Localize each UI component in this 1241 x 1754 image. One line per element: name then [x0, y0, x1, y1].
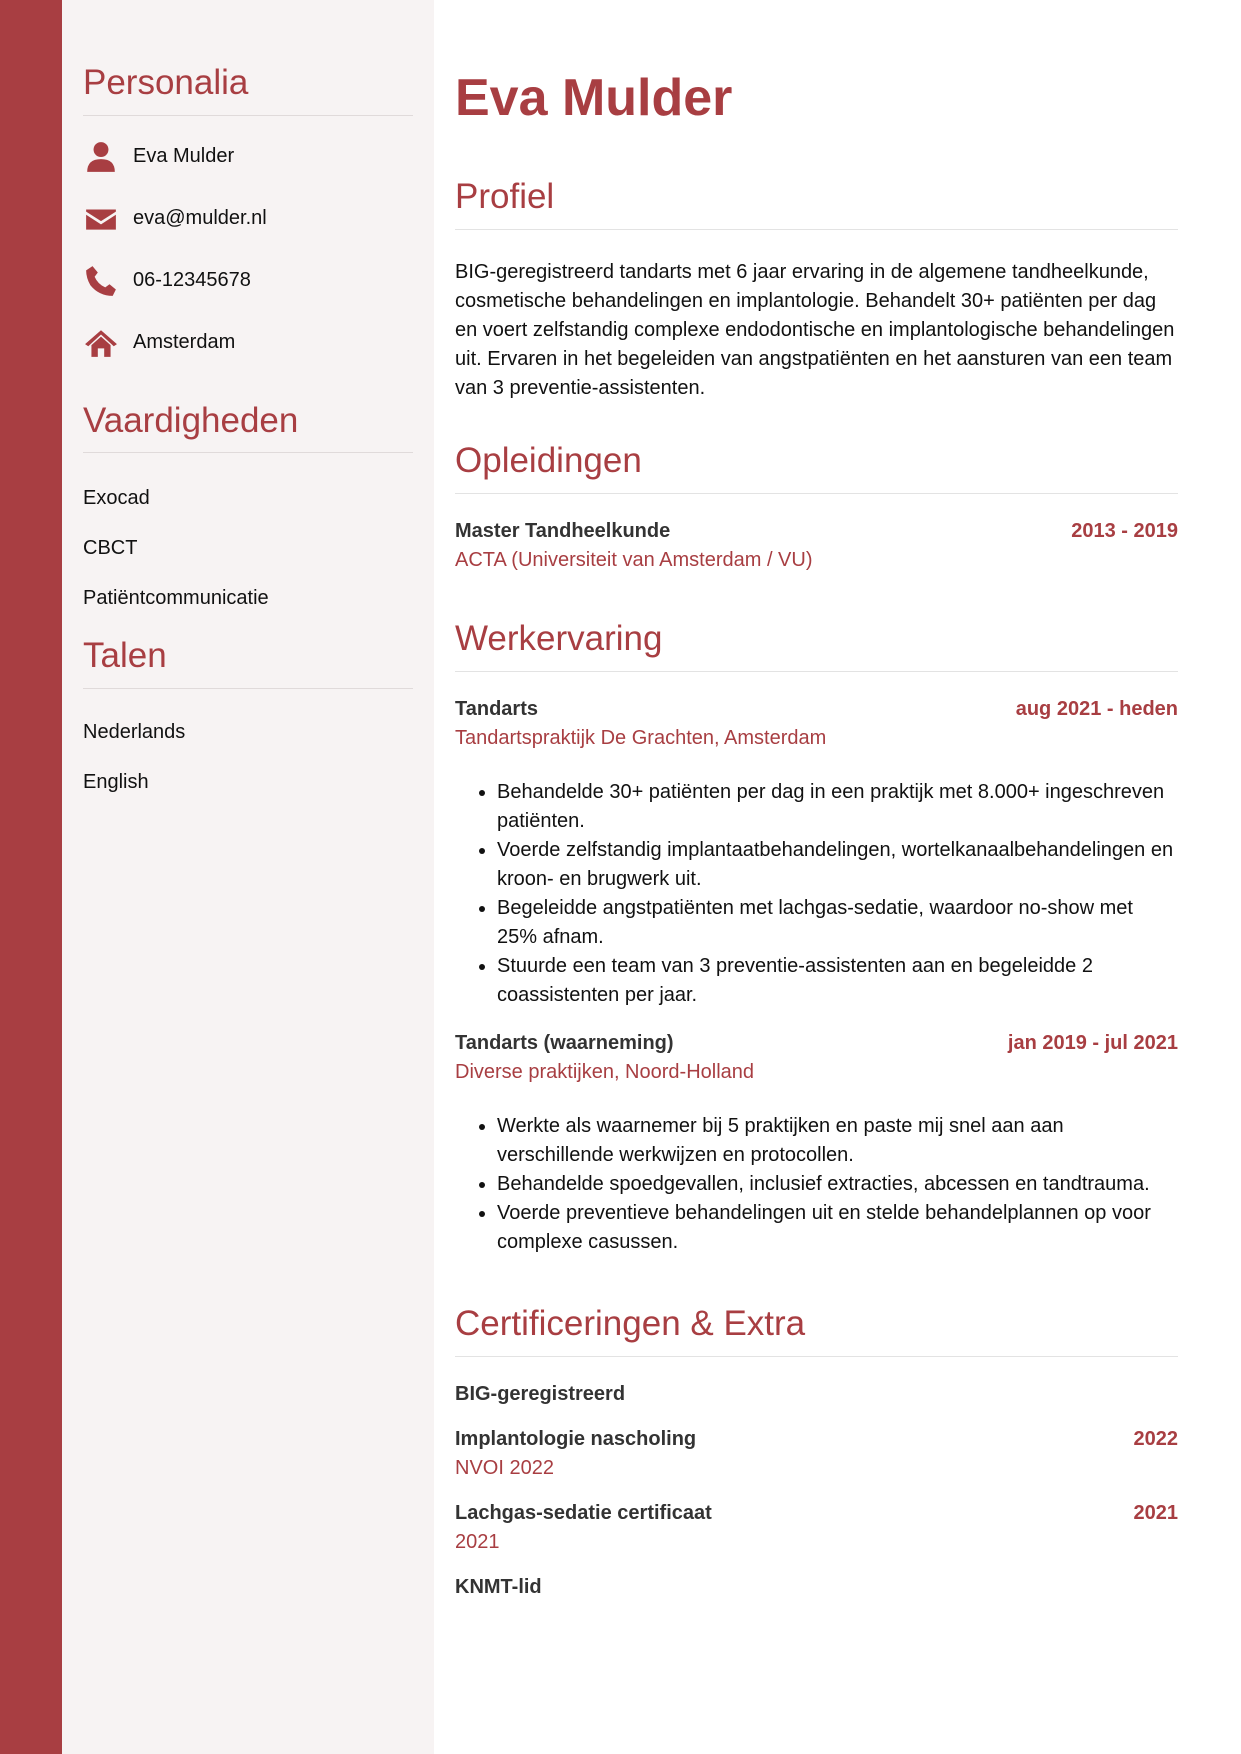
entry-issuer: 2021	[455, 1530, 500, 1553]
entry-employer: Diverse praktijken, Noord-Holland	[455, 1060, 755, 1083]
certifications-heading: Certificeringen & Extra	[455, 1305, 1178, 1357]
certification-entry	[455, 1576, 1178, 1599]
contact-location-text: Amsterdam	[133, 331, 236, 353]
entry-date: 2021	[1133, 1501, 1178, 1524]
contact-name-text: Eva Mulder	[133, 145, 235, 167]
entry-title: Master Tandheelkunde	[455, 519, 671, 542]
skills-heading: Vaardigheden	[83, 402, 413, 454]
languages-list	[83, 707, 413, 807]
education-entry	[455, 520, 1178, 572]
entry-employer: Tandartspraktijk De Grachten, Amsterdam	[455, 726, 827, 749]
entry-title: Tandarts	[455, 697, 538, 720]
bullet-item: • Werkte als waarnemer bij 5 praktijken en paste mij snel aan aan verschillende werkwijzen en protocollen.	[497, 1112, 1178, 1170]
profile-heading: Profiel	[455, 178, 1178, 230]
sidebar	[62, 0, 434, 1754]
education-section	[455, 442, 1178, 572]
language-item: Nederlands	[83, 720, 186, 743]
entry-date: jan 2019 - jul 2021	[1007, 1031, 1178, 1054]
entry-title: Implantologie nascholing	[455, 1427, 697, 1450]
contact-location	[83, 312, 413, 374]
personalia-heading: Personalia	[83, 64, 413, 116]
bullet-item: • Voerde preventieve behandelingen uit en stelde behandelplannen op voor complexe casussen.	[497, 1199, 1178, 1257]
profile-section	[455, 178, 1178, 403]
entry-institution: ACTA (Universiteit van Amsterdam / VU)	[455, 548, 813, 571]
bullet-list	[455, 1112, 1178, 1257]
certification-entry	[455, 1428, 1178, 1480]
entry-date: aug 2021 - heden	[1015, 697, 1178, 720]
entry-title: Lachgas-sedatie certificaat	[455, 1501, 712, 1524]
contact-name	[83, 126, 413, 188]
contact-phone-text[interactable]: 06-12345678	[133, 269, 251, 291]
language-item: English	[83, 770, 149, 793]
entry-title: BIG-geregistreerd	[455, 1382, 626, 1405]
phone-icon	[83, 263, 119, 299]
contact-email	[83, 188, 413, 250]
skill-item: Exocad	[83, 487, 150, 509]
education-heading: Opleidingen	[455, 442, 1178, 494]
experience-entry	[455, 1032, 1178, 1257]
user-icon	[83, 139, 119, 175]
skill-item: CBCT	[83, 537, 138, 559]
entry-issuer: NVOI 2022	[455, 1456, 554, 1479]
bullet-item: • Behandelde spoedgevallen, inclusief extracties, abcessen en tandtrauma.	[497, 1170, 1178, 1199]
languages-heading: Talen	[83, 637, 413, 689]
skills-list	[83, 473, 413, 623]
entry-date: 2022	[1133, 1427, 1178, 1450]
experience-section	[455, 620, 1178, 1257]
certifications-section	[455, 1305, 1178, 1599]
contact-email-text[interactable]: eva@mulder.nl	[133, 207, 267, 229]
entry-title: Tandarts (waarneming)	[455, 1031, 674, 1054]
certification-entry	[455, 1502, 1178, 1554]
experience-heading: Werkervaring	[455, 620, 1178, 672]
entry-date: 2013 - 2019	[1071, 519, 1178, 542]
bullet-item: • Begeleidde angstpatiënten met lachgas-sedatie, waardoor no-show met 25% afnam.	[497, 894, 1178, 952]
bullet-item: • Voerde zelfstandig implantaatbehandelingen, wortelkanaalbehandelingen en kroon- en brugwerk uit.	[497, 836, 1178, 894]
home-icon	[83, 325, 119, 361]
bullet-list	[455, 778, 1178, 1010]
bullet-item: • Stuurde een team van 3 preventie-assistenten aan en begeleidde 2 coassistenten per jaar.	[497, 952, 1178, 1010]
entry-title: KNMT-lid	[455, 1575, 542, 1598]
skill-item: Patiëntcommunicatie	[83, 587, 269, 609]
experience-entry	[455, 698, 1178, 1010]
envelope-icon	[83, 201, 119, 237]
page-title: Eva Mulder	[455, 69, 733, 127]
certification-entry	[455, 1383, 1178, 1406]
contact-list	[83, 126, 413, 374]
accent-bar	[0, 0, 62, 1754]
contact-phone	[83, 250, 413, 312]
profile-text: BIG-geregistreerd tandarts met 6 jaar ervaring in de algemene tandheelkunde, cosmetische behandelingen en implantologie. Behandelt 30+ patiënten per dag en voert zelfstandig complexe endodontische en implantologische behandelingen uit. Ervaren in het begeleiden van angstpatiënten en het aansturen van een team van 3 preventie-assistenten.	[455, 260, 1175, 399]
bullet-item: • Behandelde 30+ patiënten per dag in een praktijk met 8.000+ ingeschreven patiënten.	[497, 778, 1178, 836]
